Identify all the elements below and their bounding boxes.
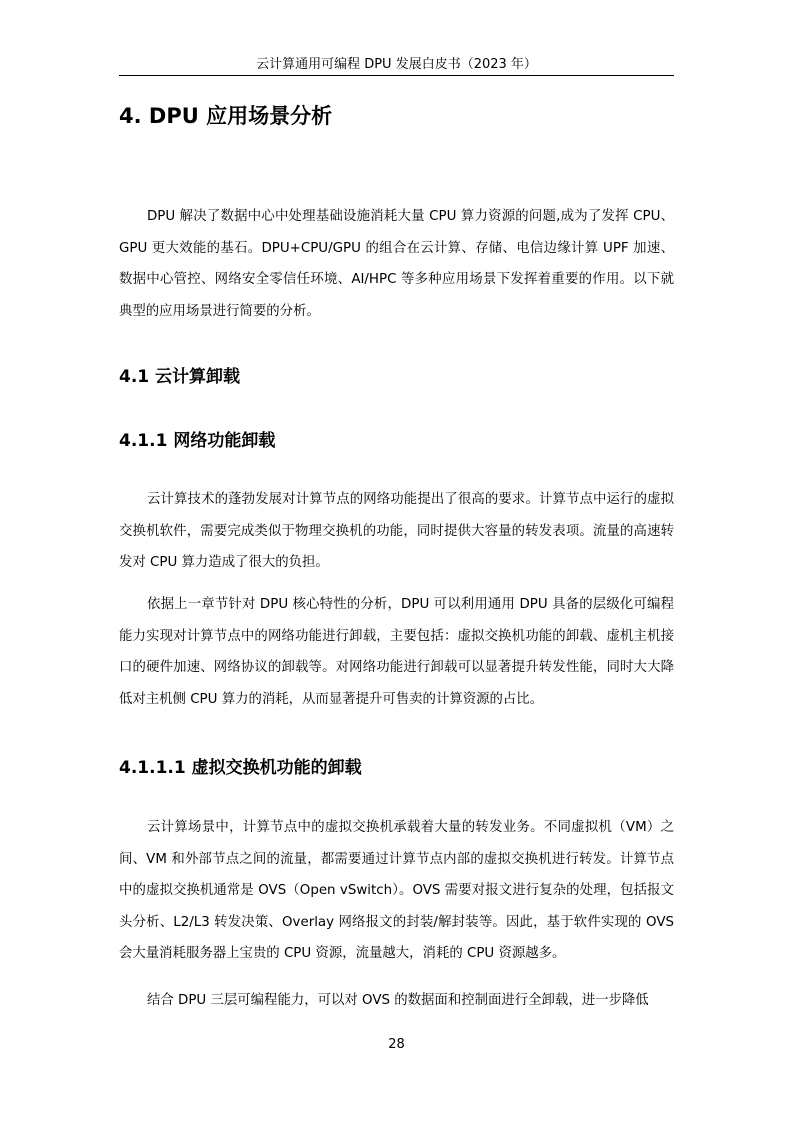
vswitch-offload-paragraph-1: 云计算场景中，计算节点中的虚拟交换机承载着大量的转发业务。不同虚拟机（VM）之间、VM 和外部节点之间的流量，都需要通过计算节点内部的虚拟交换机进行转发。计算节点中的虚拟交换机通常是 OVS（Open vSwitch）。OVS 需要对报文进行复杂的处理，包括报文头分析、L2/L3 转发决策、Overlay 网络报文的封装/解封装等。因此，基于软件实现的 OVS 会大量消耗服务器上宝贵的 CPU 资源，流量越大，消耗的 CPU 资源越多。 (119, 820, 674, 961)
network-offload-paragraph-2: 依据上一章节针对 DPU 核心特性的分析，DPU 可以利用通用 DPU 具备的层级化可编程能力实现对计算节点中的网络功能进行卸载，主要包括：虚拟交换机功能的卸载、虚机主机接口的硬件加速、网络协议的卸载等。对网络功能进行卸载可以显著提升转发性能，同时大大降低对主机侧 CPU 算力的消耗，从而显著提升可售卖的计算资源的占比。 (119, 597, 674, 707)
network-offload-paragraph-1: 云计算技术的蓬勃发展对计算节点的网络功能提出了很高的要求。计算节点中运行的虚拟交换机软件，需要完成类似于物理交换机的功能，同时提供大容量的转发表项。流量的高速转发对 CPU 算力造成了很大的负担。 (119, 492, 674, 570)
section-intro-paragraph: DPU 解决了数据中心中处理基础设施消耗大量 CPU 算力资源的问题,成为了发挥 CPU、GPU 更大效能的基石。DPU+CPU/GPU 的组合在云计算、存储、电信边缘计算 UPF 加速、数据中心管控、网络安全零信任环境、AI/HPC 等多种应用场景下发挥着重要的作用。以下就典型的应用场景进行简要的分析。 (119, 209, 674, 319)
subsubsection-heading: 4.1.1 网络功能卸载 (119, 431, 276, 451)
section-heading: 4. DPU 应用场景分析 (119, 104, 333, 128)
running-header: 云计算通用可编程 DPU 发展白皮书（2023 年） (119, 56, 674, 76)
page-number: 28 (388, 1037, 405, 1052)
vswitch-offload-paragraph-2: 结合 DPU 三层可编程能力，可以对 OVS 的数据面和控制面进行全卸载，进一步降低 (147, 993, 649, 1008)
paragraph-section-heading: 4.1.1.1 虚拟交换机功能的卸载 (119, 758, 362, 778)
subsection-heading: 4.1 云计算卸载 (119, 367, 241, 387)
